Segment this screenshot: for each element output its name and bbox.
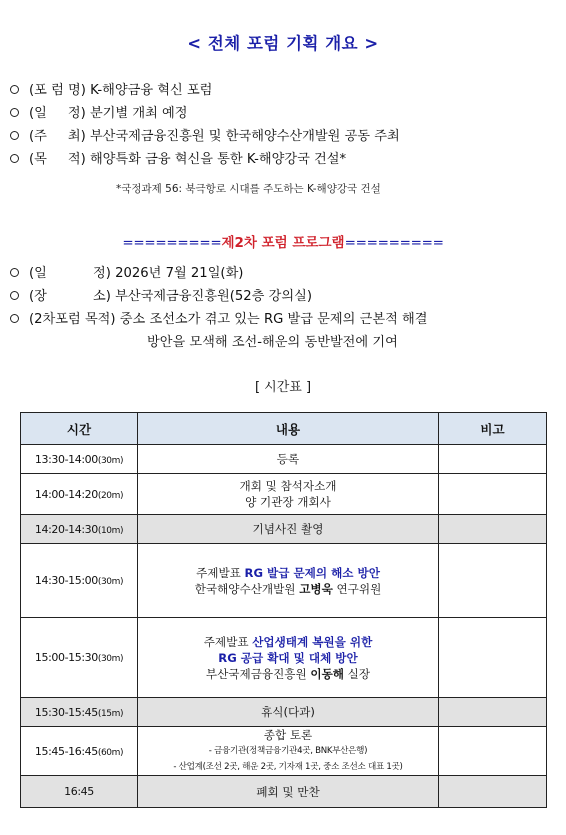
- note-cell: [439, 776, 547, 808]
- time-cell: 14:20-14:30(10m): [21, 515, 138, 544]
- overview-value: 부산국제금융진흥원 및 한국해양수산개발원 공동 주최: [89, 129, 400, 144]
- content-cell: 주제발표 RG 발급 문제의 해소 방안 한국해양수산개발원 고병욱 연구위원: [138, 544, 439, 618]
- circle-bullet-icon: [10, 268, 19, 277]
- overview-item-schedule: [8, 102, 558, 125]
- overview-list: [8, 79, 558, 171]
- circle-bullet-icon: [10, 108, 19, 117]
- overview-value: 해양특화 금융 혁신을 통한 K-해양강국 건설*: [89, 152, 347, 167]
- table-row: [21, 776, 547, 808]
- program-heading-text: 제2차 포럼 프로그램: [221, 235, 345, 251]
- table-row: [21, 445, 547, 474]
- divider-left: =========: [122, 235, 222, 251]
- time-cell: 13:30-14:00(30m): [21, 445, 138, 474]
- time-cell: 15:00-15:30(30m): [21, 618, 138, 698]
- program-item-purpose: [8, 308, 558, 354]
- table-row: [21, 474, 547, 515]
- circle-bullet-icon: [10, 85, 19, 94]
- content-cell: 종합 토론 - 금융기관(정책금융기관4곳, BNK부산은행) - 산업계(조선 2곳, 해운 2곳, 기자재 1곳, 중소 조선소 대표 1곳): [138, 727, 439, 776]
- overview-label: (일 정): [29, 106, 86, 121]
- program-value-continued: 방안을 모색해 조선-해운의 동반발전에 기여: [147, 335, 398, 350]
- header-content: 내용: [138, 413, 439, 445]
- program-heading: [0, 231, 566, 251]
- time-cell: 16:45: [21, 776, 138, 808]
- schedule-caption: [ 시간표 ]: [254, 380, 312, 395]
- circle-bullet-icon: [10, 154, 19, 163]
- table-row: [21, 618, 547, 698]
- note-cell: [439, 515, 547, 544]
- time-cell: 14:00-14:20(20m): [21, 474, 138, 515]
- overview-label: (포 럼 명): [29, 83, 86, 98]
- circle-bullet-icon: [10, 291, 19, 300]
- overview-value: 분기별 개최 예정: [89, 106, 188, 121]
- time-cell: 15:30-15:45(15m): [21, 698, 138, 727]
- content-cell: 기념사진 촬영: [138, 515, 439, 544]
- program-value: 중소 조선소가 겪고 있는 RG 발급 문제의 근본적 해결: [119, 312, 428, 327]
- program-value: 부산국제금융진흥원(52층 강의실): [115, 289, 312, 304]
- page-title: < 전체 포럼 기획 개요 >: [187, 34, 379, 53]
- overview-item-purpose: [8, 148, 558, 171]
- overview-value: K-해양금융 혁신 포럼: [90, 83, 213, 98]
- time-cell: 14:30-15:00(30m): [21, 544, 138, 618]
- note-cell: [439, 618, 547, 698]
- content-cell: 휴식(다과): [138, 698, 439, 727]
- header-note: 비고: [439, 413, 547, 445]
- program-label: (장 소): [29, 289, 111, 304]
- table-row: [21, 727, 547, 776]
- program-label: (일 정): [29, 266, 111, 281]
- program-item-date: [8, 262, 558, 285]
- program-item-venue: [8, 285, 558, 308]
- circle-bullet-icon: [10, 131, 19, 140]
- circle-bullet-icon: [10, 314, 19, 323]
- note-cell: [439, 727, 547, 776]
- time-cell: 15:45-16:45(60m): [21, 727, 138, 776]
- content-cell: 개회 및 참석자소개 양 기관장 개회사: [138, 474, 439, 515]
- table-header-row: [21, 413, 547, 445]
- divider-right: =========: [344, 235, 444, 251]
- overview-label: (주 최): [29, 129, 86, 144]
- table-row: [21, 544, 547, 618]
- note-cell: [439, 474, 547, 515]
- program-label: (2차포럼 목적): [29, 312, 116, 327]
- note-cell: [439, 698, 547, 727]
- table-row: [21, 698, 547, 727]
- content-cell: 주제발표 산업생태계 복원을 위한 RG 공급 확대 및 대체 방안 부산국제금융진흥원 이동해 실장: [138, 618, 439, 698]
- program-value: 2026년 7월 21일(화): [115, 266, 244, 281]
- header-time: 시간: [21, 413, 138, 445]
- table-row: [21, 515, 547, 544]
- overview-label: (목 적): [29, 152, 86, 167]
- program-list: [8, 262, 558, 354]
- schedule-table: [20, 412, 547, 808]
- note-cell: [439, 445, 547, 474]
- note-cell: [439, 544, 547, 618]
- overview-item-host: [8, 125, 558, 148]
- overview-item-name: [8, 79, 558, 102]
- content-cell: 폐회 및 만찬: [138, 776, 439, 808]
- footnote: *국정과제 56: 북극항로 시대를 주도하는 K-해양강국 건설: [116, 183, 381, 195]
- content-cell: 등록: [138, 445, 439, 474]
